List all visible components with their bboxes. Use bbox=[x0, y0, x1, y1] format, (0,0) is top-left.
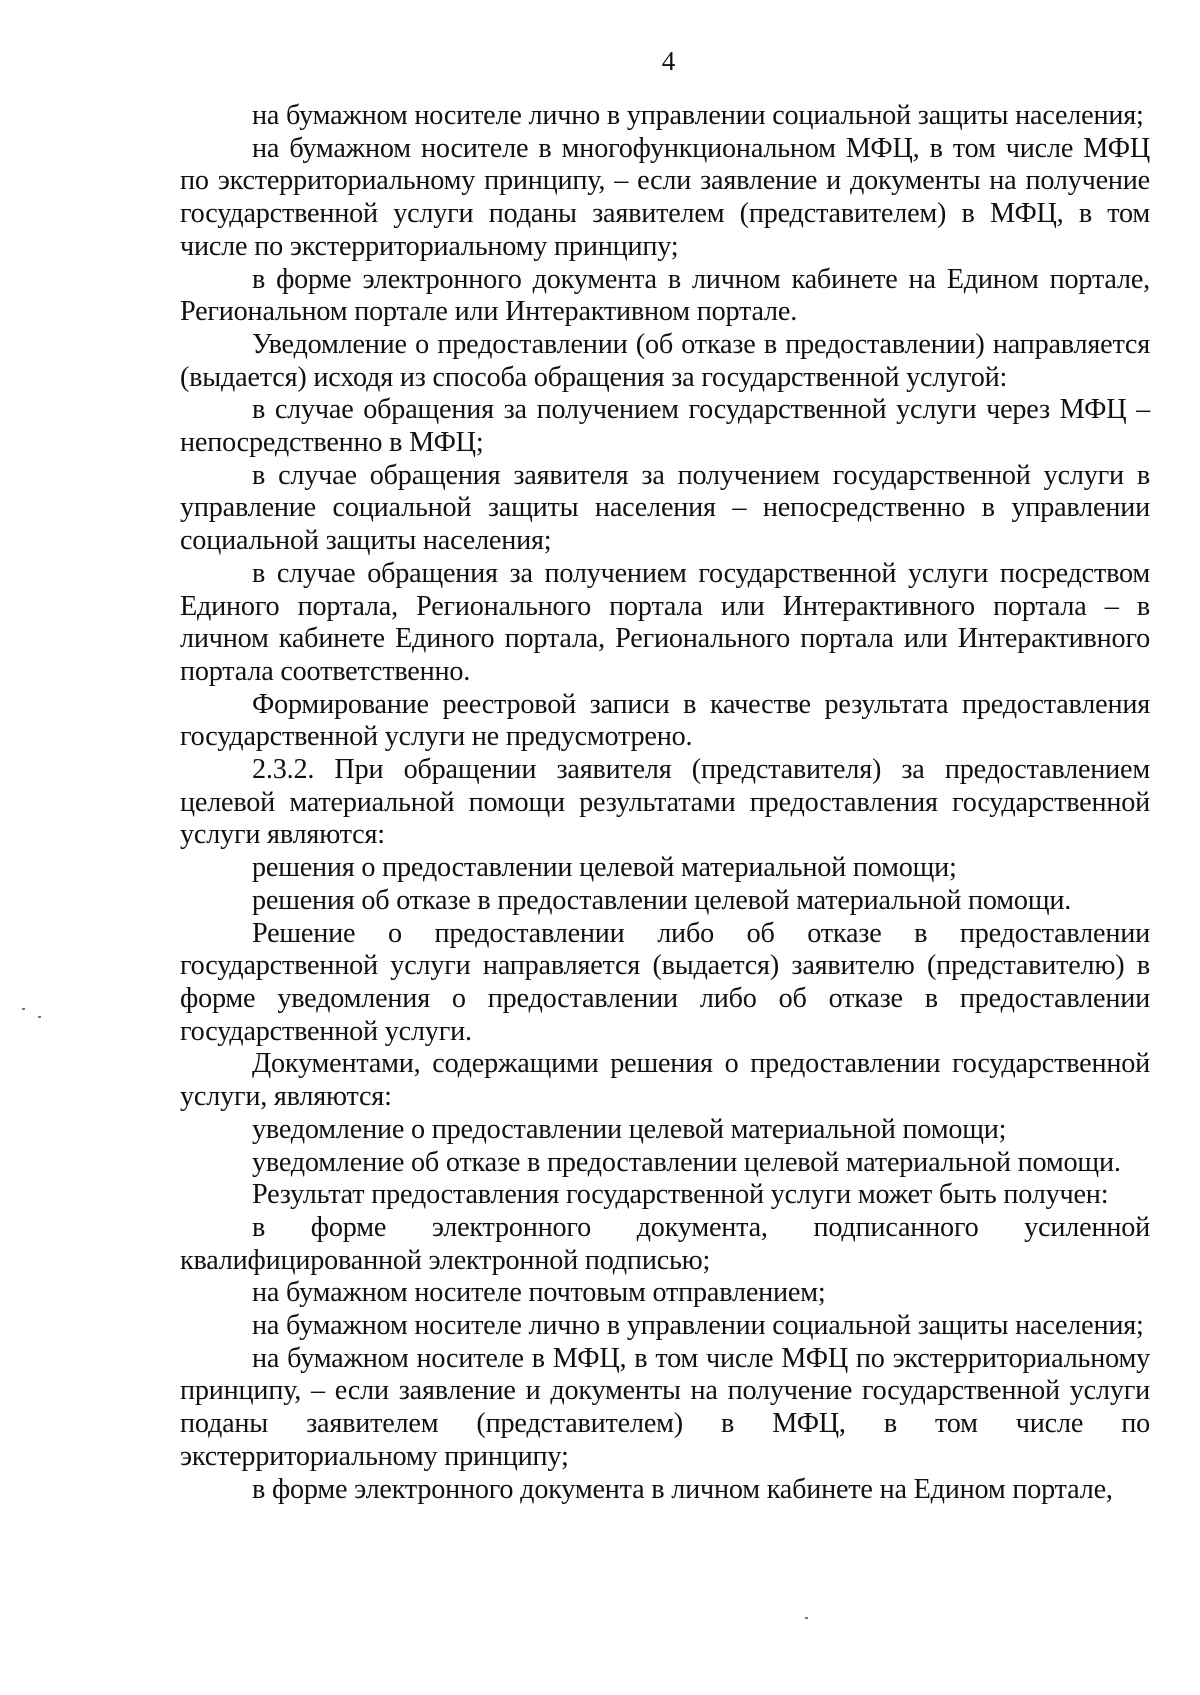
paragraph: уведомление об отказе в предоставлении целевой материальной помощи. bbox=[252, 1146, 1121, 1178]
paragraph: на бумажном носителе лично в управлении социальной защиты населения; bbox=[252, 1310, 1144, 1342]
paragraph: 2.3.2. При обращении заявителя (представителя) за предоставлением целевой материальной помощи результатами предоставления государственной услуги являются: bbox=[180, 754, 1150, 851]
paragraph: решения об отказе в предоставлении целевой материальной помощи. bbox=[252, 884, 1072, 916]
paragraph: на бумажном носителе почтовым отправлением; bbox=[252, 1277, 826, 1309]
paragraph: уведомление о предоставлении целевой материальной помощи; bbox=[252, 1113, 1007, 1145]
paragraph: Решение о предоставлении либо об отказе в предоставлении государственной услуги направляется (выдается) заявителю (представителю) в форме уведомления о предоставлении либо об отказе в предоставлении государственной услуги. bbox=[180, 917, 1150, 1047]
paragraph: Документами, содержащими решения о предоставлении государственной услуги, являются: bbox=[180, 1048, 1150, 1113]
paragraph: в форме электронного документа, подписанного усиленной квалифицированной электронной подписью; bbox=[180, 1211, 1150, 1276]
paragraph: в форме электронного документа в личном кабинете на Едином портале, Региональном портале или Интерактивном портале. bbox=[180, 263, 1150, 328]
scan-speck bbox=[22, 1008, 25, 1010]
paragraph: Результат предоставления государственной услуги может быть получен: bbox=[252, 1179, 1109, 1211]
scan-speck bbox=[805, 1617, 808, 1619]
paragraph: в форме электронного документа в личном кабинете на Едином портале, bbox=[252, 1473, 1113, 1505]
paragraph: в случае обращения за получением государственной услуги через МФЦ – непосредственно в МФЦ; bbox=[180, 394, 1150, 459]
page-number: 4 bbox=[661, 46, 676, 76]
paragraph: на бумажном носителе в многофункциональном МФЦ, в том числе МФЦ по экстерриториальному принципу, – если заявление и документы на получение государственной услуги поданы заявителем (представителем) в МФЦ, в том числе по экстерриториальному принципу; bbox=[180, 132, 1150, 262]
paragraph: Уведомление о предоставлении (об отказе в предоставлении) направляется (выдается) исходя из способа обращения за государственной услугой: bbox=[180, 328, 1150, 393]
paragraph: на бумажном носителе лично в управлении социальной защиты населения; bbox=[252, 100, 1144, 131]
paragraph: решения о предоставлении целевой материальной помощи; bbox=[252, 852, 957, 884]
paragraph: в случае обращения за получением государственной услуги посредством Единого портала, Регионального портала или Интерактивного портала – в личном кабинете Единого портала, Регионального портала или Интерактивного портала соответственно. bbox=[180, 557, 1150, 687]
paragraph: в случае обращения заявителя за получением государственной услуги в управление социальной защиты населения – непосредственно в управлении социальной защиты населения; bbox=[180, 459, 1150, 557]
document-body bbox=[180, 100, 1150, 1506]
paragraph: на бумажном носителе в МФЦ, в том числе МФЦ по экстерриториальному принципу, – если заявление и документы на получение государственной услуги поданы заявителем (представителем) в МФЦ, в том числе по экстерриториальному принципу; bbox=[180, 1342, 1150, 1472]
paragraph: Формирование реестровой записи в качестве результата предоставления государственной услуги не предусмотрено. bbox=[180, 688, 1150, 753]
scan-speck bbox=[38, 1016, 41, 1018]
